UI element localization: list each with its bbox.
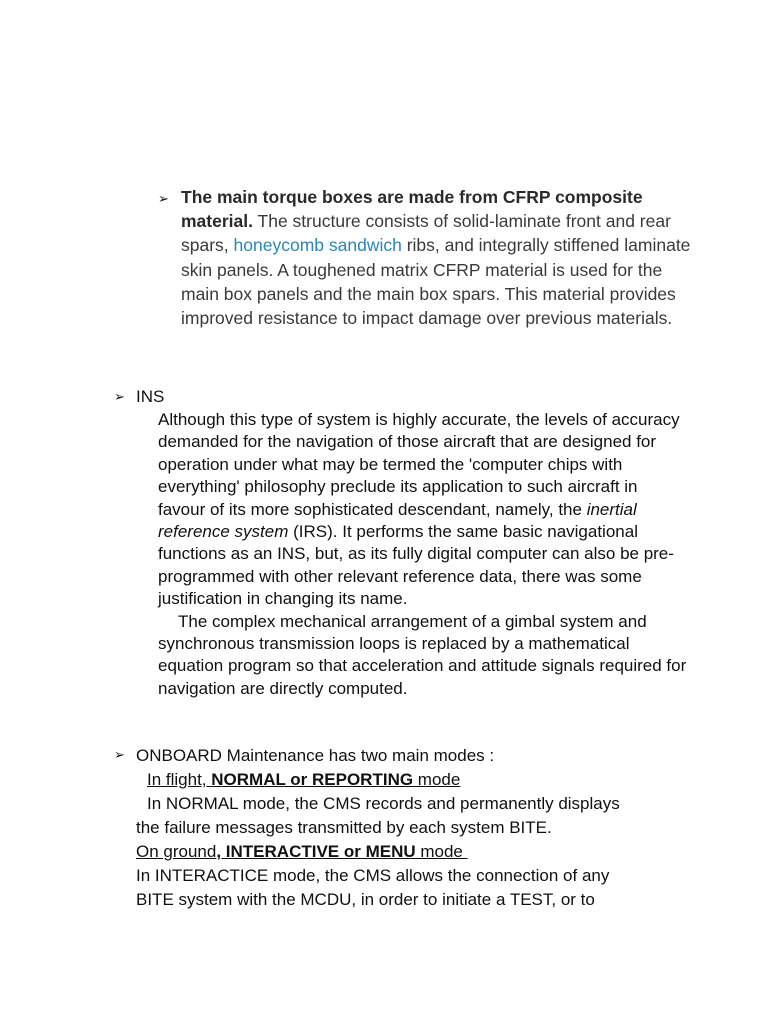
cfrp-text-after-link: ribs, and integrally stiffened laminate skin panels. A toughened matrix CFRP material is used for the main box panels and the main box spars. This material provides improved resistance to impact damage over previous materials. [181, 235, 691, 329]
ins-p1-text-b: (IRS). It performs the same basic navigational functions as an INS, but, as its fully digital computer can also be pre-programmed with other relevant reference data, there was some justification in changing its name. [158, 522, 674, 609]
normal-mode-text-2: the failure messages transmitted by each system BITE. [136, 818, 552, 837]
bullet-arrow-icon: ➢ [114, 747, 125, 762]
interactive-mode-text-2: BITE system with the MCDU, in order to initiate a TEST, or to [136, 890, 595, 909]
ins-body [158, 409, 688, 700]
on-ground-suffix: mode [415, 842, 468, 861]
cfrp-text-before-link: The structure consists of solid-laminate front and rear spars, [181, 211, 671, 256]
onboard-heading: ONBOARD Maintenance has two main modes : [136, 746, 495, 765]
ins-p1-text-a: Although this type of system is highly accurate, the levels of accuracy demanded for the navigation of those aircraft that are designed for operation under what may be termed the 'computer chips with everything' philosophy preclude its application to such aircraft in favour of its more sophisticated descendant, namely, the [158, 410, 680, 519]
ins-paragraph-1 [158, 409, 688, 611]
ins-heading: INS [136, 387, 165, 406]
normal-mode-text-1: In NORMAL mode, the CMS records and permanently displays [147, 794, 620, 813]
interactive-mode-text-1: In INTERACTICE mode, the CMS allows the connection of any [136, 866, 610, 885]
bullet-arrow-icon: ➢ [158, 191, 169, 206]
in-flight-mode-line [136, 768, 696, 792]
in-flight-suffix: mode [413, 770, 461, 789]
onboard-section [136, 744, 696, 912]
in-flight-prefix: In flight, [147, 770, 212, 789]
cfrp-paragraph [181, 185, 701, 330]
honeycomb-sandwich-link[interactable]: honeycomb sandwich [233, 235, 402, 256]
ins-p1-italic-term: inertial reference system [158, 499, 637, 542]
bullet-arrow-icon: ➢ [114, 389, 125, 404]
cfrp-bold-lead: The main torque boxes are made from CFRP composite material. [181, 187, 643, 232]
ins-paragraph-2: The complex mechanical arrangement of a gimbal system and synchronous transmission loops is replaced by a mathematical equation program so that acceleration and attitude signals required for navigation are directly computed. [158, 611, 687, 698]
on-ground-mode-line [136, 840, 696, 864]
normal-reporting-label: NORMAL or REPORTING [211, 770, 414, 789]
on-ground-prefix: On ground [136, 842, 217, 861]
interactive-menu-label: , INTERACTIVE or MENU [216, 842, 416, 861]
